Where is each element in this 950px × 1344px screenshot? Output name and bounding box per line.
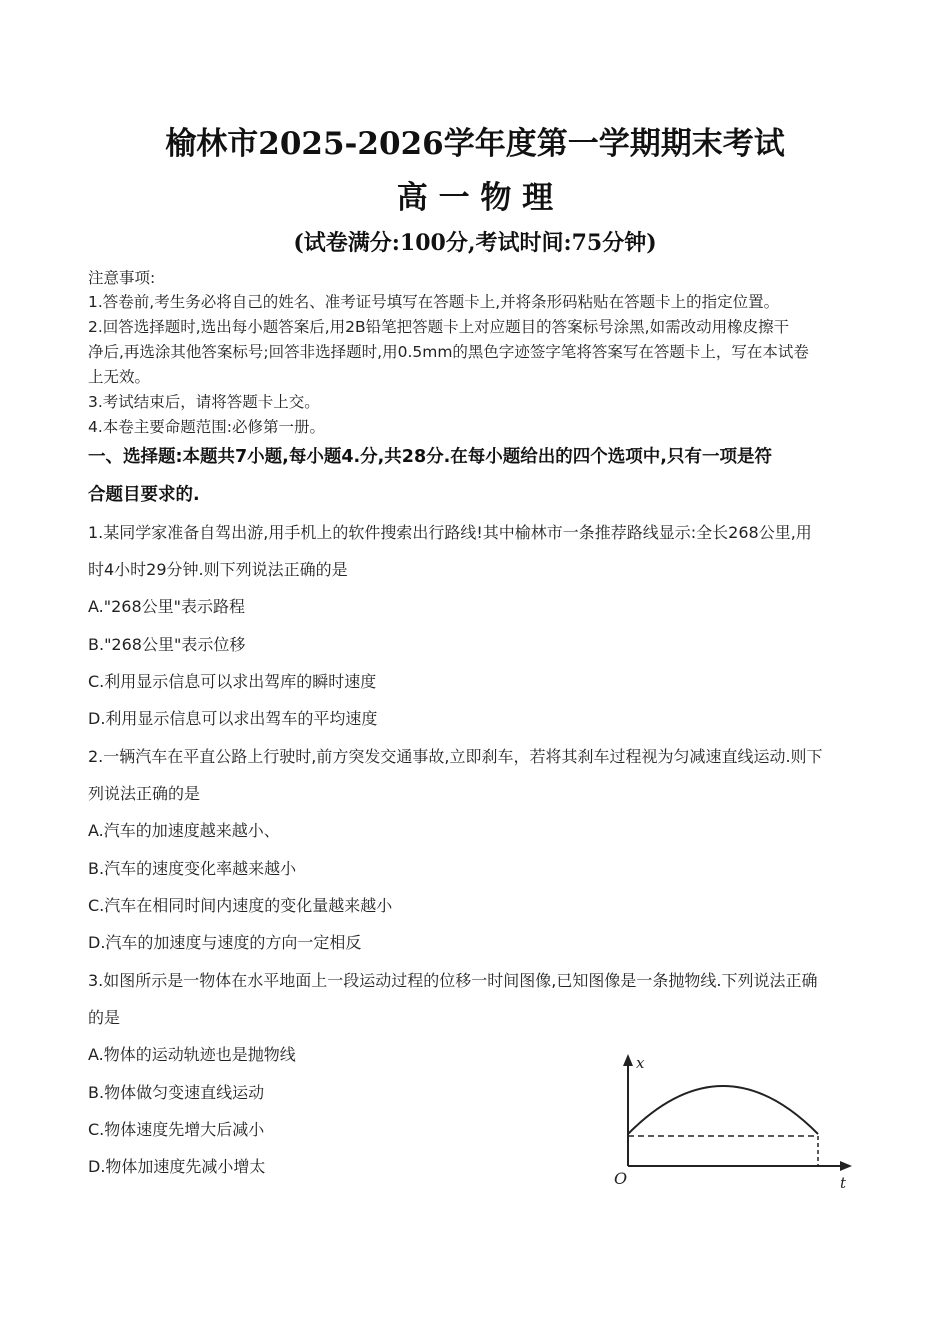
origin-label: O: [614, 1169, 628, 1188]
notice-item: 4.本卷主要命题范围:必修第一册。: [88, 418, 326, 436]
notice-item: 上无效。: [88, 368, 151, 386]
option-b: B."268公里"表示位移: [88, 635, 246, 654]
question-stem: 3.如图所示是一物体在水平地面上一段运动过程的位移一时间图像,已知图像是一条抛物线.下列说法正确: [88, 971, 818, 990]
option-c: C.物体速度先增大后减小: [88, 1120, 265, 1139]
question-stem: 1.某同学家准备自驾出游,用手机上的软件搜索出行路线!其中榆林市一条推荐路线显示:全长268公里,用: [88, 523, 812, 542]
option-a: A."268公里"表示路程: [88, 597, 246, 616]
parabola-curve: [628, 1086, 818, 1134]
notice-item: 1.答卷前,考生务必将自己的姓名、准考证号填写在答题卡上,并将条形码粘贴在答题卡上的指定位置。: [88, 293, 780, 311]
exam-title: 榆林市2025-2026学年度第一学期期末考试: [165, 126, 785, 162]
notice-item: 净后,再选涂其他答案标号;回答非选择题时,用0.5mm的黑色字迹签字笔将答案写在答题卡上，写在本试卷: [88, 343, 809, 361]
option-b: B.汽车的速度变化率越来越小: [88, 859, 297, 878]
option-a: A.汽车的加速度越来越小、: [88, 821, 280, 840]
exam-info: (试卷满分:100分,考试时间:75分钟): [293, 230, 657, 256]
xt-graph: [600, 1048, 870, 1193]
subject-title: 高 一 物 理: [396, 180, 554, 216]
notice-item: 2.回答选择题时,选出每小题答案后,用2B铅笔把答题卡上对应题目的答案标号涂黑,如需改动用橡皮擦干: [88, 318, 790, 336]
question-stem-cont: 的是: [88, 1008, 121, 1027]
x-axis-label: t: [840, 1174, 847, 1192]
question-stem: 2.一辆汽车在平直公路上行驶时,前方突发交通事故,立即刹车，若将其刹车过程视为匀减速直线运动.则下: [88, 747, 823, 766]
option-d: D.汽车的加速度与速度的方向一定相反: [88, 933, 362, 952]
option-b: B.物体做匀变速直线运动: [88, 1083, 265, 1102]
x-axis-arrow: [840, 1161, 852, 1171]
y-axis-label: x: [636, 1054, 645, 1072]
y-axis-arrow: [623, 1054, 633, 1066]
option-d: D.利用显示信息可以求出驾车的平均速度: [88, 709, 378, 728]
option-d: D.物体加速度先减小增太: [88, 1157, 266, 1176]
notice-heading: 注意事项:: [88, 269, 156, 287]
option-c: C.汽车在相同时间内速度的变化量越来越小: [88, 896, 393, 915]
option-c: C.利用显示信息可以求出驾库的瞬时速度: [88, 672, 377, 691]
option-a: A.物体的运动轨迹也是抛物线: [88, 1045, 296, 1064]
question-stem-cont: 时4小时29分钟.则下列说法正确的是: [88, 560, 348, 579]
notice-item: 3.考试结束后，请将答题卡上交。: [88, 393, 320, 411]
section-heading: 一、选择题:本题共7小题,每小题4.分,共28分.在每小题给出的四个选项中,只有一项是符: [88, 447, 772, 467]
question-stem-cont: 列说法正确的是: [88, 784, 201, 803]
section-heading-cont: 合题目要求的.: [88, 485, 200, 505]
